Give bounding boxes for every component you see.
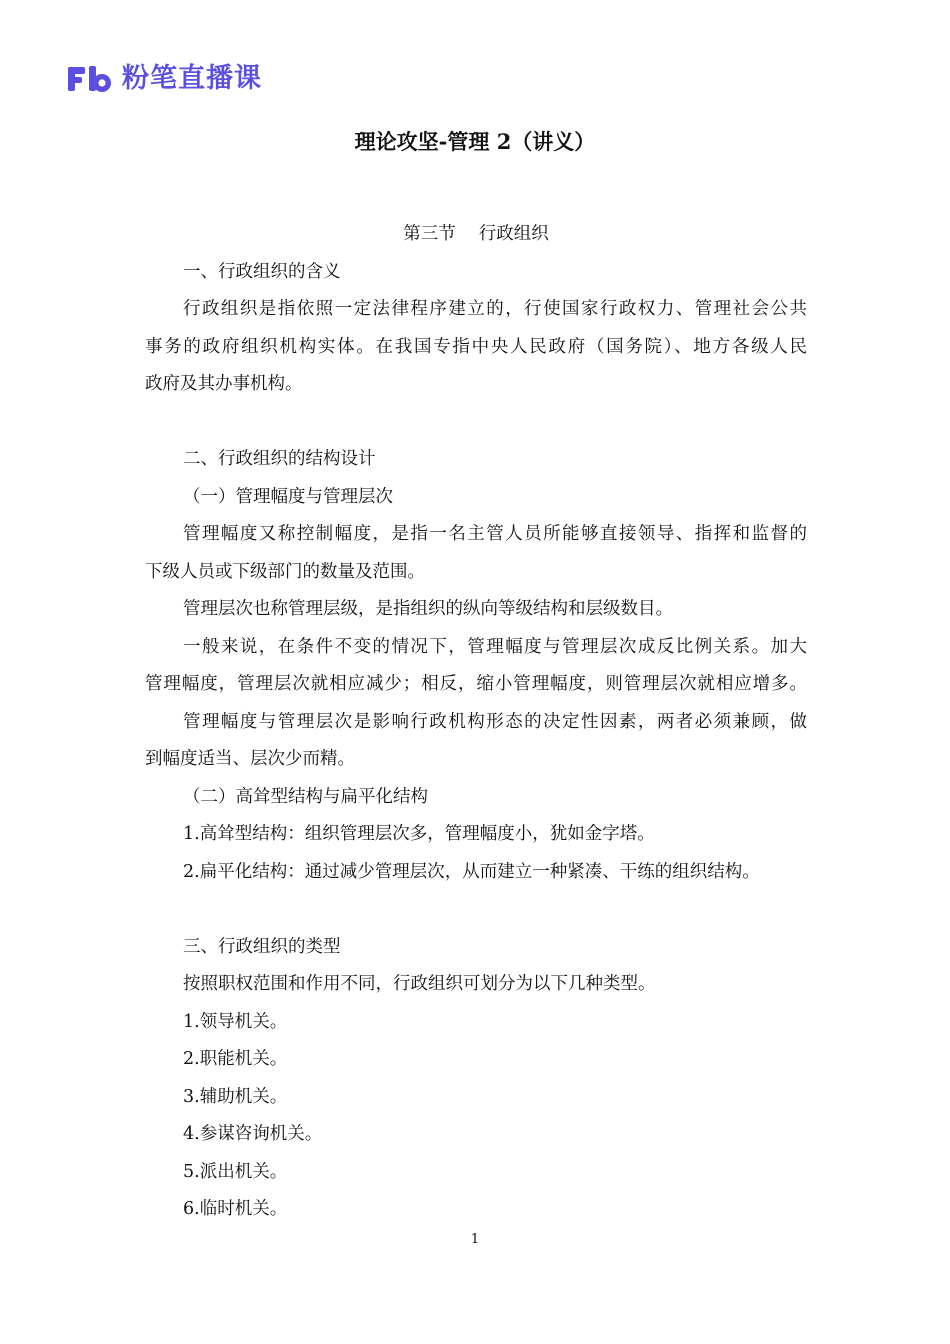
heading-s1: 一、行政组织的含义 [183,261,341,282]
heading-s3: 三、行政组织的类型 [183,936,341,957]
paragraph-line: 到幅度适当、层次少而精。 [145,749,355,769]
paragraph-line: 管理幅度与管理层次是影响行政机构形态的决定性因素，两者必须兼顾，做 [183,711,807,732]
brand-name: 粉笔直播课 [122,63,262,94]
page-number: 1 [470,1232,480,1247]
paragraph-line: 一般来说，在条件不变的情况下，管理幅度与管理层次成反比例关系。加大 [183,636,807,657]
list-item: 2.扁平化结构：通过减少管理层次，从而建立一种紧凑、干练的组织结构。 [183,861,760,882]
paragraph-line: 管理层次也称管理层级，是指组织的纵向等级结构和层级数目。 [183,599,673,619]
list-item: 6.临时机关。 [183,1199,288,1219]
subheading-s2-1: （一）管理幅度与管理层次 [183,486,393,507]
subheading-s2-2: （二）高耸型结构与扁平化结构 [183,786,428,807]
document-title: 理论攻坚-管理 2（讲义） [354,129,596,154]
document-body [145,216,807,1229]
list-item: 5.派出机关。 [183,1161,288,1182]
fb-logo-icon [66,64,114,94]
paragraph-line: 事务的政府组织机构实体。在我国专指中央人民政府（国务院）、地方各级人民 [145,336,807,357]
list-item: 4.参谋咨询机关。 [183,1124,323,1144]
paragraph-line: 政府及其办事机构。 [145,374,303,394]
list-item: 1.高耸型结构：组织管理层次多，管理幅度小，犹如金字塔。 [183,824,655,844]
paragraph-line: 按照职权范围和作用不同，行政组织可划分为以下几种类型。 [183,974,656,994]
paragraph-line: 管理幅度，管理层次就相应减少；相反，缩小管理幅度，则管理层次就相应增多。 [145,674,807,694]
paragraph-line: 行政组织是指依照一定法律程序建立的，行使国家行政权力、管理社会公共 [183,299,807,319]
list-item: 1.领导机关。 [183,1011,288,1032]
list-item: 2.职能机关。 [183,1049,288,1069]
paragraph-line: 下级人员或下级部门的数量及范围。 [145,561,425,582]
paragraph-line: 管理幅度又称控制幅度，是指一名主管人员所能够直接领导、指挥和监督的 [183,524,807,544]
paragraph-s1 [145,291,807,404]
list-item: 3.辅助机关。 [183,1086,288,1107]
heading-s2: 二、行政组织的结构设计 [183,449,376,469]
section-heading: 第三节 行政组织 [403,224,549,244]
brand-logo [66,62,262,96]
